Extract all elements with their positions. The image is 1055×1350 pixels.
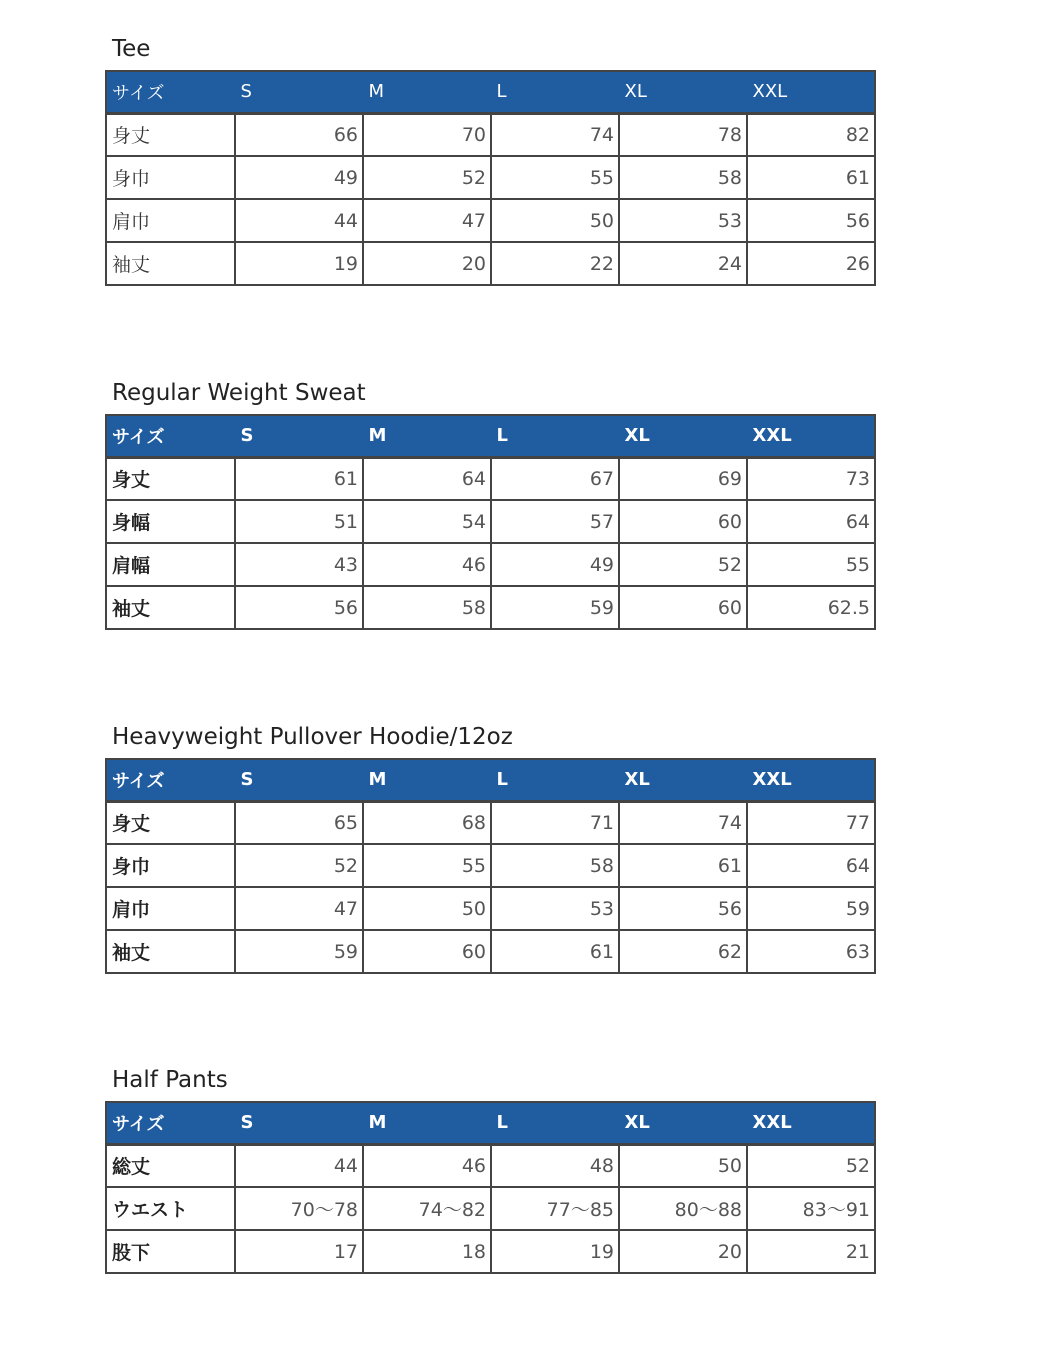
table-cell: 77～85	[491, 1187, 619, 1230]
table-cell: 58	[491, 844, 619, 887]
header-cell: S	[235, 71, 363, 113]
row-label: 肩幅	[106, 543, 235, 586]
table-cell: 59	[235, 930, 363, 973]
table-cell: 50	[363, 887, 491, 930]
table-cell: 74	[619, 801, 747, 844]
table-cell: 49	[491, 543, 619, 586]
header-cell: サイズ	[106, 415, 235, 457]
header-cell: XXL	[747, 1102, 875, 1144]
header-cell: M	[363, 1102, 491, 1144]
table-cell: 67	[491, 457, 619, 500]
table-cell: 43	[235, 543, 363, 586]
table-cell: 68	[363, 801, 491, 844]
table-cell: 63	[747, 930, 875, 973]
header-cell: L	[491, 71, 619, 113]
section-title: Half Pants	[112, 1067, 228, 1093]
table-cell: 19	[235, 242, 363, 285]
section-title: Heavyweight Pullover Hoodie/12oz	[112, 724, 513, 750]
table-cell: 54	[363, 500, 491, 543]
table-cell: 60	[619, 500, 747, 543]
header-cell: M	[363, 759, 491, 801]
table-cell: 44	[235, 1144, 363, 1187]
size-table	[105, 70, 876, 286]
table-cell: 55	[747, 543, 875, 586]
table-cell: 44	[235, 199, 363, 242]
row-label: 肩巾	[106, 199, 235, 242]
table-cell: 18	[363, 1230, 491, 1273]
table-cell: 26	[747, 242, 875, 285]
row-label: 身丈	[106, 457, 235, 500]
table-cell: 58	[619, 156, 747, 199]
row-label: 股下	[106, 1230, 235, 1273]
row-label: 身幅	[106, 500, 235, 543]
table-cell: 83～91	[747, 1187, 875, 1230]
table-cell: 57	[491, 500, 619, 543]
table-row	[106, 543, 875, 586]
table-cell: 50	[491, 199, 619, 242]
table-cell: 77	[747, 801, 875, 844]
table-cell: 49	[235, 156, 363, 199]
table-cell: 52	[235, 844, 363, 887]
row-label: ウエスト	[106, 1187, 235, 1230]
table-cell: 66	[235, 113, 363, 156]
table-cell: 47	[235, 887, 363, 930]
table-row	[106, 801, 875, 844]
table-cell: 62	[619, 930, 747, 973]
table-cell: 46	[363, 543, 491, 586]
header-cell: L	[491, 759, 619, 801]
header-cell: XL	[619, 1102, 747, 1144]
table-cell: 46	[363, 1144, 491, 1187]
header-cell: サイズ	[106, 71, 235, 113]
table-cell: 53	[491, 887, 619, 930]
header-cell: L	[491, 415, 619, 457]
table-cell: 47	[363, 199, 491, 242]
section-title: Regular Weight Sweat	[112, 380, 366, 406]
row-label: 身丈	[106, 801, 235, 844]
row-label: 身巾	[106, 156, 235, 199]
table-row	[106, 242, 875, 285]
header-cell: XXL	[747, 759, 875, 801]
table-cell: 60	[363, 930, 491, 973]
table-cell: 22	[491, 242, 619, 285]
header-cell: S	[235, 1102, 363, 1144]
table-row	[106, 1187, 875, 1230]
table-row	[106, 500, 875, 543]
table-cell: 59	[491, 586, 619, 629]
table-row	[106, 887, 875, 930]
header-cell: サイズ	[106, 759, 235, 801]
size-table	[105, 414, 876, 630]
table-cell: 62.5	[747, 586, 875, 629]
table-cell: 52	[363, 156, 491, 199]
header-cell: XL	[619, 415, 747, 457]
row-label: 肩巾	[106, 887, 235, 930]
section-title: Tee	[112, 36, 151, 62]
header-cell: S	[235, 415, 363, 457]
table-row	[106, 1144, 875, 1187]
table-cell: 55	[491, 156, 619, 199]
table-cell: 74～82	[363, 1187, 491, 1230]
table-row	[106, 844, 875, 887]
table-cell: 52	[747, 1144, 875, 1187]
table-cell: 64	[363, 457, 491, 500]
table-cell: 80～88	[619, 1187, 747, 1230]
table-row	[106, 113, 875, 156]
table-header-row	[106, 759, 875, 801]
table-row	[106, 930, 875, 973]
table-cell: 56	[235, 586, 363, 629]
table-cell: 61	[747, 156, 875, 199]
table-cell: 20	[363, 242, 491, 285]
table-cell: 24	[619, 242, 747, 285]
table-cell: 70	[363, 113, 491, 156]
table-cell: 58	[363, 586, 491, 629]
table-cell: 71	[491, 801, 619, 844]
header-cell: L	[491, 1102, 619, 1144]
header-cell: XL	[619, 71, 747, 113]
header-cell: S	[235, 759, 363, 801]
row-label: 袖丈	[106, 930, 235, 973]
table-cell: 50	[619, 1144, 747, 1187]
table-row	[106, 457, 875, 500]
table-cell: 53	[619, 199, 747, 242]
table-cell: 21	[747, 1230, 875, 1273]
table-cell: 20	[619, 1230, 747, 1273]
table-row	[106, 156, 875, 199]
table-cell: 64	[747, 844, 875, 887]
header-cell: XL	[619, 759, 747, 801]
table-row	[106, 199, 875, 242]
table-row	[106, 586, 875, 629]
table-cell: 61	[235, 457, 363, 500]
header-cell: XXL	[747, 415, 875, 457]
table-cell: 65	[235, 801, 363, 844]
table-cell: 19	[491, 1230, 619, 1273]
table-cell: 17	[235, 1230, 363, 1273]
table-cell: 78	[619, 113, 747, 156]
header-cell: M	[363, 415, 491, 457]
row-label: 袖丈	[106, 586, 235, 629]
table-cell: 73	[747, 457, 875, 500]
header-cell: XXL	[747, 71, 875, 113]
table-cell: 69	[619, 457, 747, 500]
table-cell: 61	[491, 930, 619, 973]
table-row	[106, 1230, 875, 1273]
header-cell: M	[363, 71, 491, 113]
row-label: 身巾	[106, 844, 235, 887]
table-cell: 70～78	[235, 1187, 363, 1230]
table-header-row	[106, 415, 875, 457]
table-cell: 82	[747, 113, 875, 156]
table-cell: 56	[619, 887, 747, 930]
size-table	[105, 1101, 876, 1274]
table-cell: 61	[619, 844, 747, 887]
header-cell: サイズ	[106, 1102, 235, 1144]
table-cell: 55	[363, 844, 491, 887]
table-cell: 52	[619, 543, 747, 586]
row-label: 袖丈	[106, 242, 235, 285]
table-header-row	[106, 1102, 875, 1144]
table-cell: 74	[491, 113, 619, 156]
table-cell: 59	[747, 887, 875, 930]
table-cell: 48	[491, 1144, 619, 1187]
table-header-row	[106, 71, 875, 113]
table-cell: 56	[747, 199, 875, 242]
row-label: 総丈	[106, 1144, 235, 1187]
table-cell: 64	[747, 500, 875, 543]
row-label: 身丈	[106, 113, 235, 156]
table-cell: 51	[235, 500, 363, 543]
size-table	[105, 758, 876, 974]
table-cell: 60	[619, 586, 747, 629]
